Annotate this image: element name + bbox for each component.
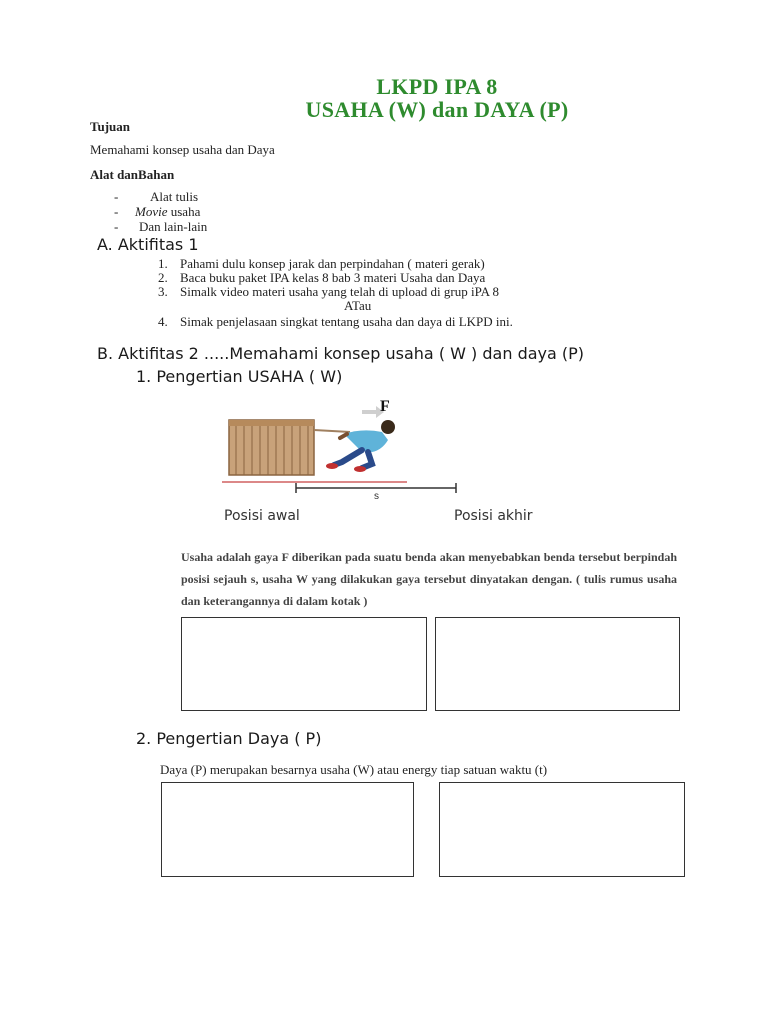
step-text-atau: ATau [344,298,372,313]
daya-answer-box-right[interactable] [439,782,685,877]
usaha-paragraph: Usaha adalah gaya F diberikan pada suatu benda akan menyebabkan benda tersebut berpindah posisi sejauh s, usaha W yang dilakukan gaya tersebut dinyatakan dengan. ( tulis rumus usaha dan keterangannya di dalam kotak ) [181,550,677,608]
daya-heading: 2. Pengertian Daya ( P) [136,729,322,748]
usaha-figure [222,392,552,527]
distance-label: s [374,491,379,502]
step-text: Simak penjelasaan singkat tentang usaha dan daya di LKPD ini. [180,314,513,329]
end-position-label: Posisi akhir [454,508,533,524]
alat-item-tulis: Alat tulis [150,189,199,204]
step-number: 2. [158,270,168,285]
force-label: F [380,398,390,415]
usaha-heading: 1. Pengertian USAHA ( W) [136,367,343,386]
alat-dash: - [114,219,119,234]
usaha-answer-box-right[interactable] [435,617,680,711]
alat-dash: - [114,189,119,204]
person-pulling-illustration [326,420,395,472]
daya-answer-box-left[interactable] [161,782,414,877]
rope-line [314,430,350,432]
page-title-line1: LKPD IPA 8 [376,74,498,99]
alat-item-movie-rest: usaha [167,204,201,219]
daya-text: Daya (P) merupakan besarnya usaha (W) atau energy tiap satuan waktu (t) [160,762,548,777]
crate-illustration [229,420,314,475]
step-number: 1. [158,256,168,271]
alat-item-lain: Dan lain-lain [139,219,208,234]
aktifitas2-heading: B. Aktifitas 2 .....Memahami konsep usaha ( W ) dan daya (P) [97,344,585,363]
alat-item-movie [135,204,200,220]
step-number: 3. [158,284,168,299]
step-text: Simalk video materi usaha yang telah di upload di grup iPA 8 [180,284,500,299]
usaha-answer-box-left[interactable] [181,617,427,711]
step-text: Baca buku paket IPA kelas 8 bab 3 materi Usaha dan Daya [180,270,486,285]
aktifitas1-heading: A. Aktifitas 1 [97,235,199,254]
step-text: Pahami dulu konsep jarak dan perpindahan ( materi gerak) [180,256,485,271]
alat-item-movie-italic: Movie [135,204,168,219]
alat-dash: - [114,204,119,219]
alat-label: Alat danBahan [90,167,175,182]
step-number: 4. [158,314,168,329]
page-title-line2: USAHA (W) dan DAYA (P) [305,97,569,122]
tujuan-label: Tujuan [90,119,130,134]
start-position-label: Posisi awal [224,508,300,524]
usaha-figure-svg [222,392,552,527]
tujuan-text: Memahami konsep usaha dan Daya [90,142,275,157]
